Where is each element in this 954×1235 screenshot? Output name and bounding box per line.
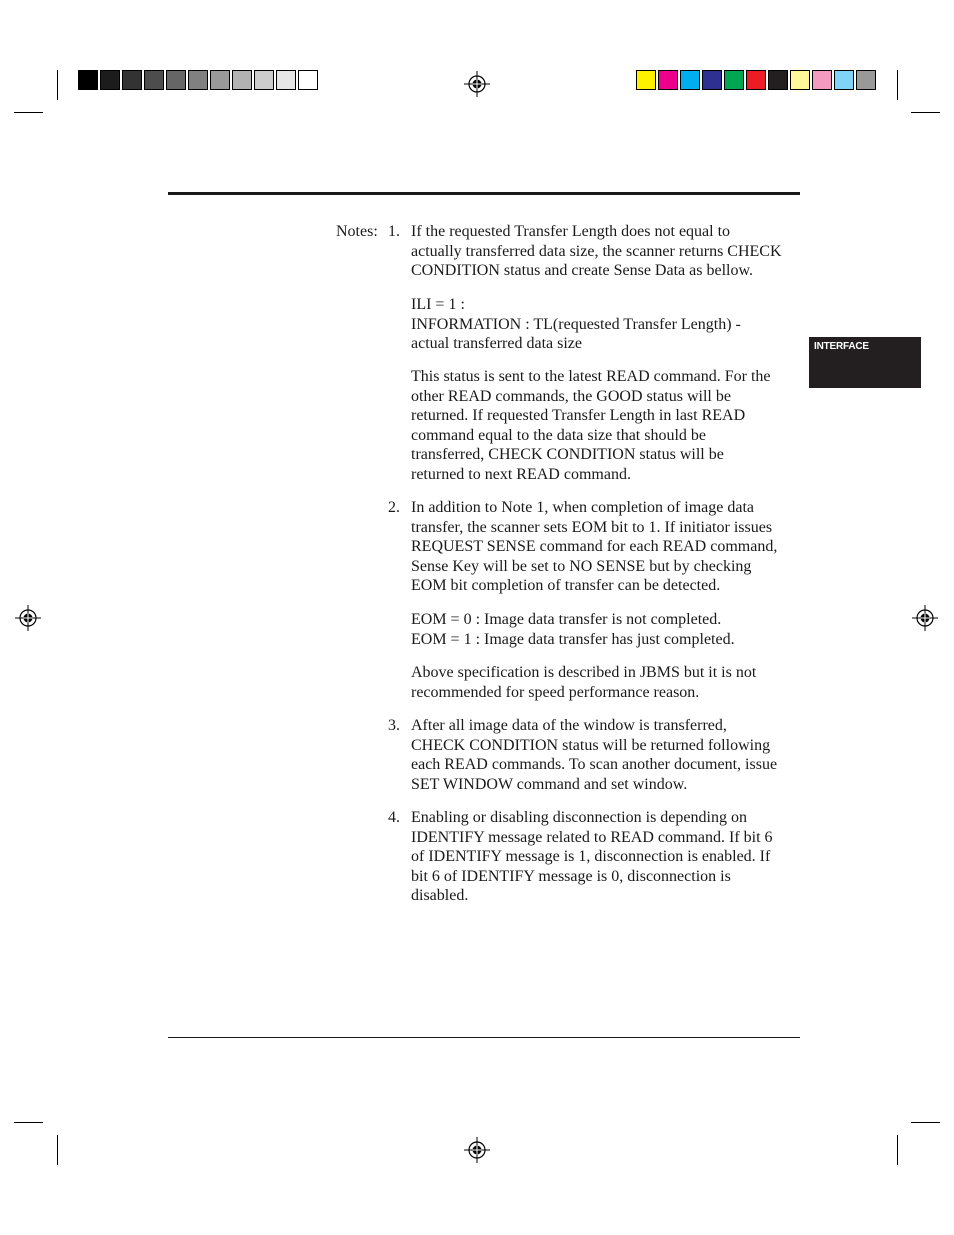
crop-mark-tl-h	[14, 112, 43, 113]
text-line: bit 6 of IDENTIFY message is 0, disconnection is	[411, 867, 731, 885]
color-swatch	[188, 70, 208, 90]
text-line: Sense Key will be set to NO SENSE but by checking	[411, 557, 752, 575]
color-swatch	[210, 70, 230, 90]
crop-mark-tr-h	[911, 112, 940, 113]
note-3-number: 3.	[388, 717, 400, 734]
color-swatch	[680, 70, 700, 90]
note-1-paragraph-2	[411, 295, 803, 354]
crop-mark-br-v	[897, 1135, 898, 1165]
text-line: CHECK CONDITION status will be returned following	[411, 736, 771, 754]
note-2-paragraph-2	[411, 610, 803, 649]
note-2-paragraph-1	[411, 498, 803, 596]
text-line: INFORMATION : TL(requested Transfer Length) -	[411, 315, 741, 333]
crop-mark-bl-h	[14, 1122, 43, 1123]
color-swatch	[834, 70, 854, 90]
note-1-paragraph-3	[411, 367, 803, 484]
note-1-paragraph-1	[411, 222, 803, 281]
color-swatch	[100, 70, 120, 90]
color-swatch	[768, 70, 788, 90]
color-swatch	[298, 70, 318, 90]
section-tab	[809, 337, 921, 388]
text-line: command equal to the data size that should be	[411, 426, 707, 444]
color-swatch	[856, 70, 876, 90]
text-line: Above specification is described in JBMS but it is not	[411, 664, 757, 681]
color-swatch	[122, 70, 142, 90]
text-line: Enabling or disabling disconnection is depending on	[411, 809, 747, 826]
crop-mark-tr-v	[897, 70, 898, 100]
text-line: returned. If requested Transfer Length in last READ	[411, 407, 746, 424]
text-line: of IDENTIFY message is 1, disconnection is enabled. If	[411, 848, 771, 865]
text-line: actual transferred data size	[411, 335, 583, 352]
registration-mark-left-icon	[15, 605, 41, 631]
color-swatch	[232, 70, 252, 90]
color-swatch	[702, 70, 722, 90]
note-3-paragraph-1	[411, 716, 803, 794]
notes-heading: Notes:	[336, 223, 378, 240]
registration-mark-bottom-icon	[464, 1137, 490, 1163]
text-line: other READ commands, the GOOD status will be	[411, 387, 731, 405]
text-line: EOM bit completion of transfer can be detected.	[411, 577, 721, 594]
color-swatch	[658, 70, 678, 90]
color-swatch	[254, 70, 274, 90]
footer-rule	[168, 1037, 800, 1038]
note-4-paragraph-1	[411, 808, 803, 906]
color-swatch	[746, 70, 766, 90]
text-line: transferred, CHECK CONDITION status will be	[411, 446, 724, 463]
text-line: REQUEST SENSE command for each READ command,	[411, 538, 778, 555]
text-line: each READ commands. To scan another document, issue	[411, 756, 778, 773]
text-line: After all image data of the window is transferred,	[411, 717, 727, 734]
text-line: transfer, the scanner sets EOM bit to 1. If initiator issues	[411, 518, 773, 536]
text-line: SET WINDOW command and set window.	[411, 775, 688, 793]
text-line: returned to next READ command.	[411, 465, 631, 483]
text-line: EOM = 0 : Image data transfer is not completed.	[411, 611, 722, 628]
text-line: actually transferred data size, the scanner returns CHECK	[411, 242, 782, 260]
crop-mark-br-h	[911, 1122, 940, 1123]
crop-mark-tl-v	[57, 70, 58, 100]
color-swatch	[790, 70, 810, 90]
section-tab-label: INTERFACE	[814, 341, 869, 352]
text-line: disabled.	[411, 887, 469, 904]
text-line: IDENTIFY message related to READ command. If bit 6	[411, 828, 773, 846]
color-swatch	[78, 70, 98, 90]
registration-mark-right-icon	[912, 605, 938, 631]
note-1-number: 1.	[388, 223, 400, 240]
color-swatch	[636, 70, 656, 90]
text-line: EOM = 1 : Image data transfer has just completed.	[411, 630, 735, 648]
color-swatch	[144, 70, 164, 90]
note-2-paragraph-3	[411, 663, 803, 702]
text-line: CONDITION status and create Sense Data as bellow.	[411, 262, 753, 279]
note-4-number: 4.	[388, 809, 400, 826]
color-swatch	[166, 70, 186, 90]
registration-mark-top-icon	[464, 71, 490, 97]
color-swatch	[276, 70, 296, 90]
crop-mark-bl-v	[57, 1135, 58, 1165]
header-rule	[168, 192, 800, 195]
text-line: This status is sent to the latest READ command. For the	[411, 368, 771, 385]
note-2-number: 2.	[388, 499, 400, 516]
text-line: In addition to Note 1, when completion of image data	[411, 499, 755, 516]
text-line: ILI = 1 :	[411, 296, 465, 313]
color-swatch	[724, 70, 744, 90]
color-swatch	[812, 70, 832, 90]
text-line: recommended for speed performance reason.	[411, 683, 700, 701]
text-line: If the requested Transfer Length does not equal to	[411, 223, 731, 240]
